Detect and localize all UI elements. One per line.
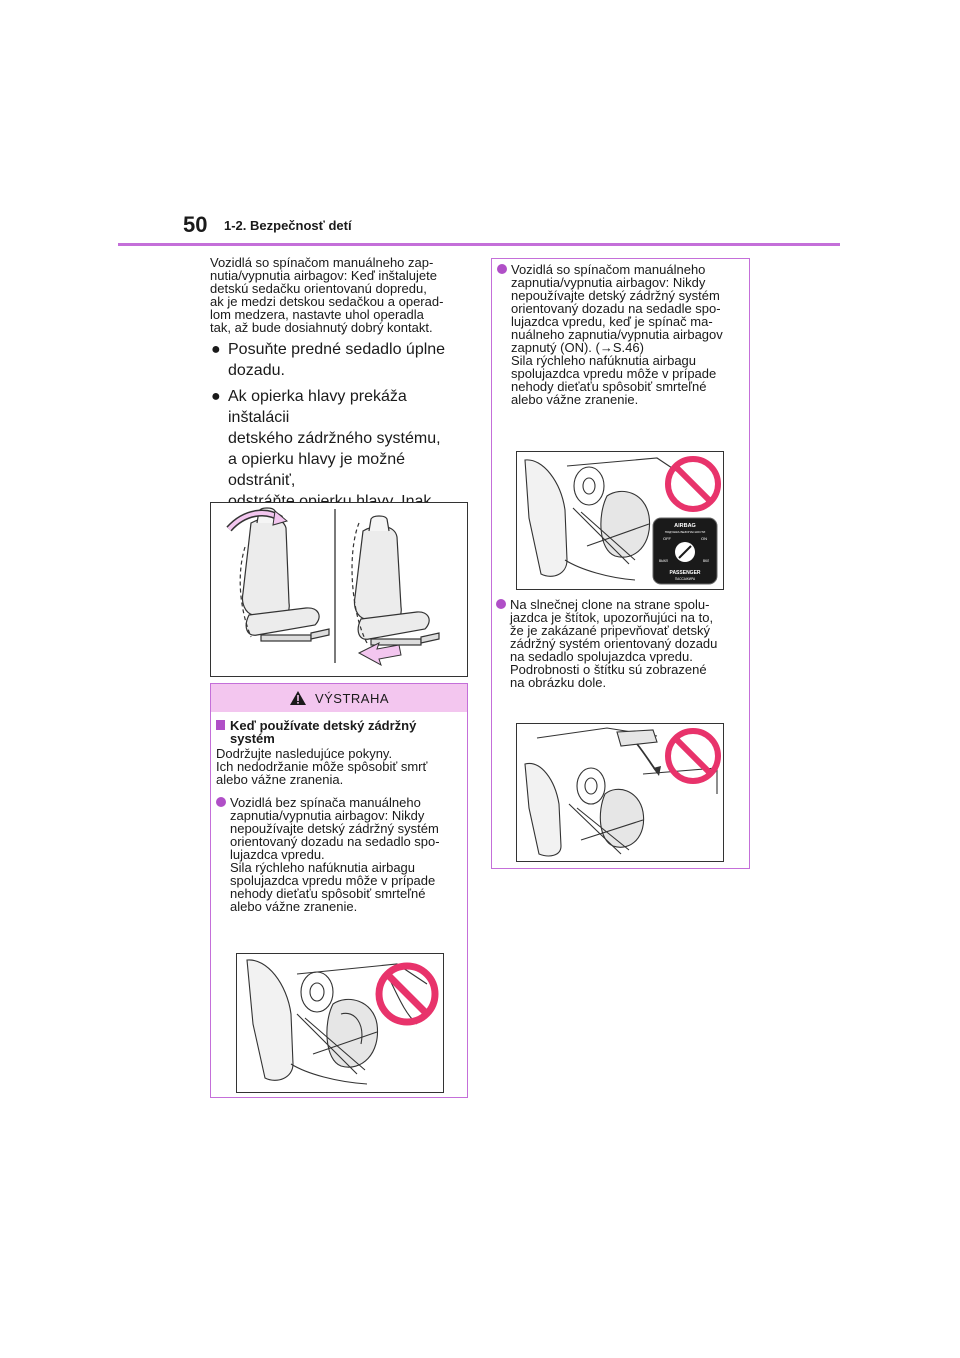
seat-adjust-figure [210,502,468,677]
svg-text:ВКЛ: ВКЛ [703,559,710,563]
prohibition-icon [668,731,718,781]
svg-text:PASSENGER: PASSENGER [669,570,701,576]
circle-bullet-icon [496,599,506,609]
sunvisor-label-figure [516,723,724,862]
warning-item-no-switch: Vozidlá bez spínača manuálneho zapnutia/vypnutia airbagov: Nikdy nepoužívajte detský zádržný systém orientovaný dozadu na sedadlo spo- lujazdca vpredu. Sila rýchleho nafúknutia airbagu spolujazdca vpredu môže v prípade nehody dieťaťu spôsobiť smrteľné alebo vážne zranenie. [216,796,461,913]
right-item-with-switch: Vozidlá so spínačom manuálneho zapnutia/vypnutia airbagov: Nikdy nepoužívajte detský zádržný systém orientovaný dozadu na sedadle spo- lujazdca vpredu, keď je spínač ma- nuálneho zapnutia/vypnutia airbagov zapnutý (ON). (→S.46) Sila rýchleho nafúknutia airbagu spolujazdca vpredu môže v prípade nehody dieťaťu spôsobiť smrteľné alebo vážne zranenie. [497,263,743,406]
square-bullet-icon [216,720,225,730]
svg-text:ON: ON [701,536,707,541]
header-rule [118,243,840,246]
right-item-sunvisor: Na slnečnej clone na strane spolu- jazdca je štítok, upozorňujúci na to, že je zakázané pripevňovať detský zádržný systém orientovaný dozadu na sedadlo spolujazdca vpredu. Podrobnosti o štítku sú zobrazené na obrázku dole. [496,598,744,689]
bullet-seat-back [210,339,468,381]
warning-intro: Dodržujte nasledujúce pokyny. Ich nedodržanie môže spôsobiť smrť alebo vážne zranenia. [216,746,428,787]
circle-bullet-icon [216,797,226,807]
prohibition-icon [668,459,718,509]
bullet-dot-icon: ● [211,388,221,405]
circle-bullet-icon [497,264,507,274]
page-number: 50 [183,212,208,237]
svg-text:OFF: OFF [663,536,671,541]
section-title: 1-2. Bezpečnosť detí [224,218,352,233]
rear-facing-seat-figure-1 [236,953,444,1093]
warning-heading: Keď používate detský zádržný systém [216,719,461,745]
seat-right-illustration [354,516,439,645]
bullet-text: Ak opierka hlavy prekáža inštalácii detského zádržného systému, a opierku hlavy je možné odstrániť, [228,388,441,489]
seat-left-illustration [242,508,329,641]
svg-text:ПОДУШКА БЕЗОПАСНОСТИ: ПОДУШКА БЕЗОПАСНОСТИ [664,530,706,534]
intro-paragraph: Vozidlá so spínačom manuálneho zap- nutia/vypnutia airbagov: Keď inštalujete detskú sedačku orientovanú dopredu, ak je medzi detskou sedačkou a operad- lom medzera, nastavte uhol operadla tak, až bude dosiahnutý dobrý kontakt. [210,255,444,335]
warning-title: VÝSTRAHA [314,690,390,706]
svg-text:AIRBAG: AIRBAG [674,523,696,529]
svg-text:ПАССАЖИРА: ПАССАЖИРА [674,577,696,581]
warning-triangle-icon [289,690,307,706]
svg-text:ВЫКЛ: ВЫКЛ [659,559,668,563]
airbag-switch-figure [516,451,724,590]
bullet-text: Posuňte predné sedadlo úplne dozadu. [228,341,446,379]
airbag-switch-label [653,518,717,584]
right-item-sunvisor-wrap [496,598,744,689]
bullet-dot-icon: ● [211,341,221,358]
warning-header [211,684,467,712]
prohibition-icon [379,966,435,1022]
